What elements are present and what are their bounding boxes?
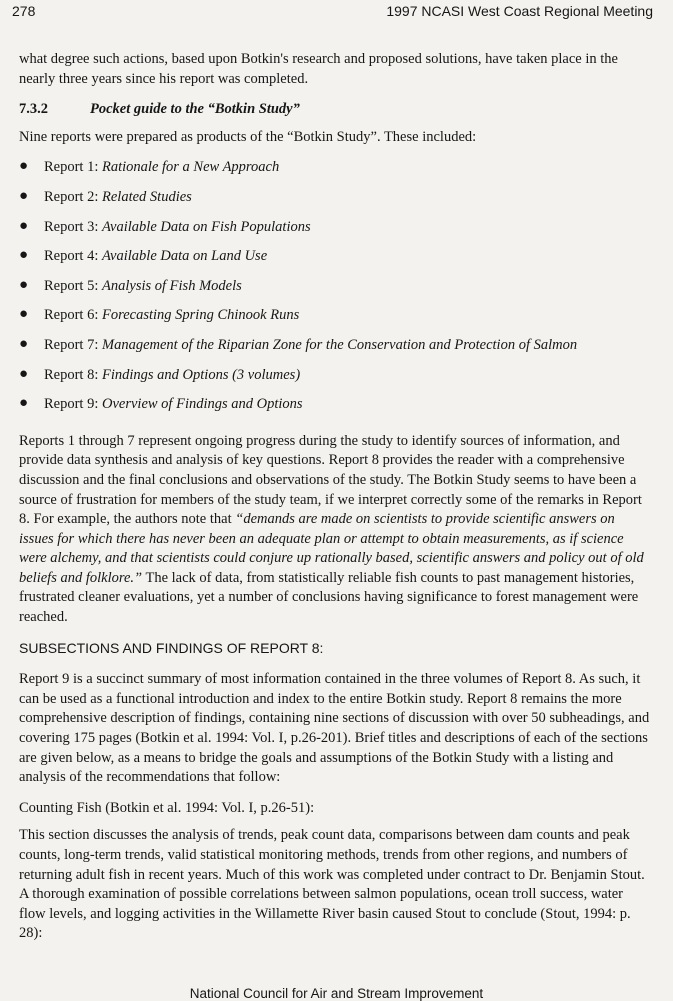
reports-paragraph — [19, 432, 653, 628]
list-item — [19, 366, 653, 396]
bullet-icon: ● — [19, 306, 29, 323]
botkin-quote: “demands are made on scientists to provide scientific answers on issues for which there has never been an adequate plan or attempt to obtain measurements, as if science were alchemy, and that scientists could conjure up rationally based, scientific answers and policy out of old beliefs and folklore.” — [19, 511, 644, 586]
page-footer: National Council for Air and Stream Improvement — [189, 986, 484, 1001]
list-item — [19, 306, 653, 336]
page-number: 278 — [12, 3, 36, 19]
report-label: Report 6: — [44, 307, 99, 324]
report9-paragraph: Report 9 is a succinct summary of most information contained in the three volumes of Report 8. As such, it can be used as a functional introduction and index to the entire Botkin study. Report 8 remains the more comprehensive description of findings, containing nine sections of discussion with over 50 subheadings, and covering 175 pages (Botkin et al. 1994: Vol. I, p.26-201). Brief titles and descriptions of each of the sections are given below, as a means to bridge the goals and assumptions of the Botkin Study with a listing and analysis of the recommendations that follow: — [19, 671, 650, 786]
reports-list — [19, 158, 653, 424]
bullet-icon: ● — [19, 247, 29, 264]
report-title: Available Data on Fish Populations — [102, 218, 311, 235]
report-title: Analysis of Fish Models — [102, 277, 242, 294]
list-item — [19, 277, 653, 307]
subsections-heading: SUBSECTIONS AND FINDINGS OF REPORT 8: — [19, 639, 324, 656]
counting-fish-heading: Counting Fish (Botkin et al. 1994: Vol. I, p.26-51): — [19, 799, 315, 816]
intro-paragraph: what degree such actions, based upon Botkin's research and proposed solutions, have taken place in the nearly three years since his report was completed. — [19, 51, 618, 87]
section-number: 7.3.2 — [19, 101, 48, 118]
report-label: Report 4: — [44, 248, 99, 265]
report-label: Report 7: — [44, 336, 99, 353]
bullet-icon: ● — [19, 365, 29, 382]
report-title: Related Studies — [102, 188, 192, 205]
bullet-icon: ● — [19, 276, 29, 293]
running-header — [12, 3, 653, 23]
list-item — [19, 247, 653, 277]
list-item — [19, 218, 653, 248]
reports-intro: Nine reports were prepared as products of the “Botkin Study”. These included: — [19, 128, 477, 145]
bullet-icon: ● — [19, 187, 29, 204]
list-item — [19, 188, 653, 218]
bullet-icon: ● — [19, 217, 29, 234]
report-title: Forecasting Spring Chinook Runs — [102, 307, 300, 324]
body-text — [19, 50, 653, 955]
report-label: Report 8: — [44, 366, 99, 383]
counting-fish-paragraph: This section discusses the analysis of trends, peak count data, comparisons between dam counts and peak counts, long-term trends, valid statistical monitoring methods, trends from other regions, and numbers of returning adult fish in recent years. Much of this work was completed under contract to Dr. Benjamin Stout. A thorough examination of possible correlations between salmon populations, ocean troll success, water flow levels, and logging activities in the Willamette River basin caused Stout to conclude (Stout, 1994: p. 28): — [19, 827, 645, 942]
reports-paragraph-text: Reports 1 through 7 represent ongoing progress during the study to identify sources of information, and provide data synthesis and analysis of key questions. Report 8 provides the reader with a comprehensive discussion and the final conclusions and observations of the study. The Botkin Study seems to have been a source of frustration for members of the study team, if we interpret correctly some of the remarks in Report 8. For example, the authors note that — [19, 432, 642, 528]
list-item — [19, 395, 653, 425]
list-item — [19, 336, 653, 366]
report-label: Report 2: — [44, 188, 99, 205]
report-title: Available Data on Land Use — [102, 248, 268, 265]
report-label: Report 3: — [44, 218, 99, 235]
report-title: Overview of Findings and Options — [102, 396, 303, 413]
bullet-icon: ● — [19, 395, 29, 412]
report-label: Report 5: — [44, 277, 99, 294]
report-title: Management of the Riparian Zone for the Conservation and Protection of Salmon — [102, 336, 578, 353]
bullet-icon: ● — [19, 335, 29, 352]
bullet-icon: ● — [19, 158, 29, 175]
header-title: 1997 NCASI West Coast Regional Meeting — [386, 3, 653, 19]
report-title: Findings and Options (3 volumes) — [102, 366, 301, 383]
list-item — [19, 158, 653, 188]
report-title: Rationale for a New Approach — [102, 159, 280, 176]
section-title: Pocket guide to the “Botkin Study” — [90, 101, 300, 118]
report-label: Report 1: — [44, 159, 99, 176]
section-heading — [19, 100, 653, 120]
reports-paragraph-text-end: The lack of data, from statistically reliable fish counts to past management histories, frustrated cleaner evaluations, yet a number of conclusions having significance to forest management were reached. — [19, 569, 639, 626]
report-label: Report 9: — [44, 396, 99, 413]
